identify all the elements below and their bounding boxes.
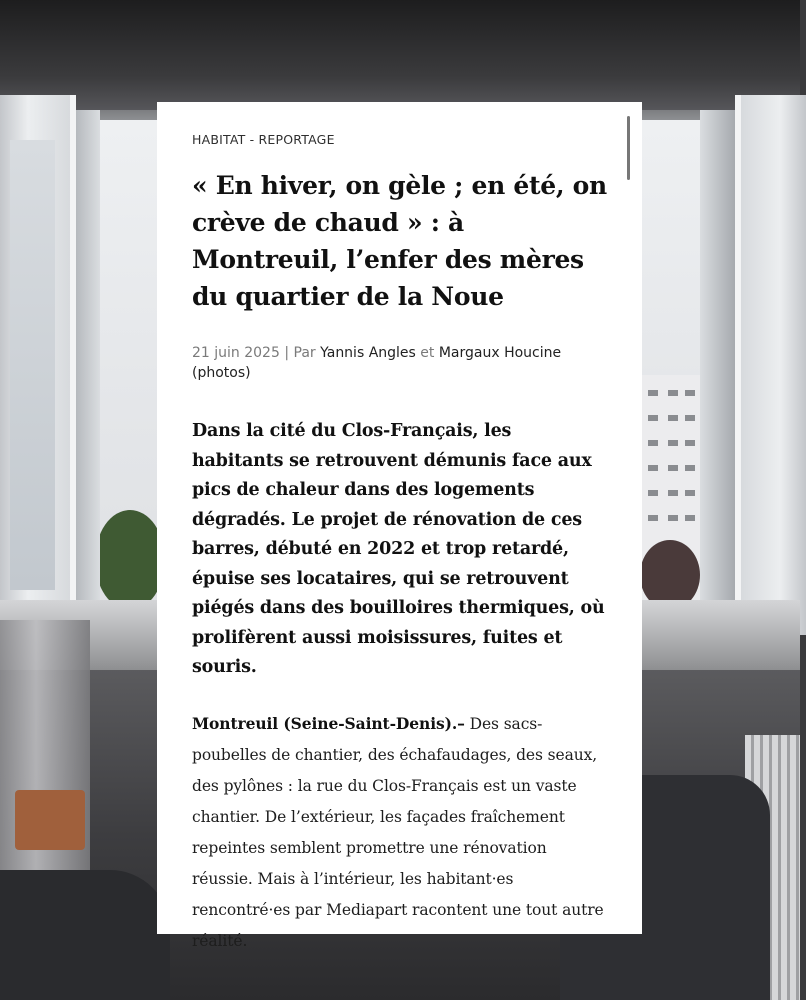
ceiling — [0, 0, 800, 110]
author-link[interactable]: Margaux Houcine — [438, 345, 562, 361]
window-glass — [10, 140, 55, 590]
article-headline: « En hiver, on gèle ; en été, on crève de chaud » : à Montreuil, l’enfer des mères du quartier de la Noue — [192, 171, 607, 311]
tree — [95, 510, 165, 610]
article-lead: Dans la cité du Clos-Français, les habitants se retrouvent démunis face aux pics de chaleur dans des logements dégradés. Le projet de rénovation de ces barres, débuté en 2022 et trop retardé, épuise ses locataires, qui se retrouvent piégés dans des bouilloires thermiques, où prolifèrent aussi moisissures, fuites et souris. — [192, 421, 605, 677]
plant-pot — [15, 790, 85, 850]
article-date: 21 juin 2025 — [192, 345, 280, 361]
byline-and-label: et — [420, 345, 435, 361]
chair — [0, 870, 170, 1000]
byline-by-label: Par — [293, 345, 316, 361]
article-body — [192, 708, 608, 957]
window-sash — [735, 95, 806, 635]
article-dateline: Montreuil (Seine-Saint-Denis).– — [192, 713, 465, 733]
author-role: (photos) — [192, 365, 251, 381]
article-kicker[interactable]: HABITAT - REPORTAGE — [192, 132, 335, 147]
window-frame — [700, 110, 740, 630]
article-byline — [192, 343, 608, 383]
article-card — [157, 102, 642, 950]
byline-separator: | — [279, 345, 294, 361]
scrollbar-thumb[interactable] — [627, 116, 630, 180]
author-link[interactable]: Yannis Angles — [320, 345, 416, 361]
article-body-text: Des sacs-poubelles de chantier, des échafaudages, des seaux, des pylônes : la rue du Clos-Français est un vaste chantier. De l’extérieur, les façades fraîchement repeintes semblent promettre une rénovation réussie. Mais à l’intérieur, les habitant·es rencontré·es par Mediapart racontent une tout autre réalité. — [192, 714, 604, 950]
